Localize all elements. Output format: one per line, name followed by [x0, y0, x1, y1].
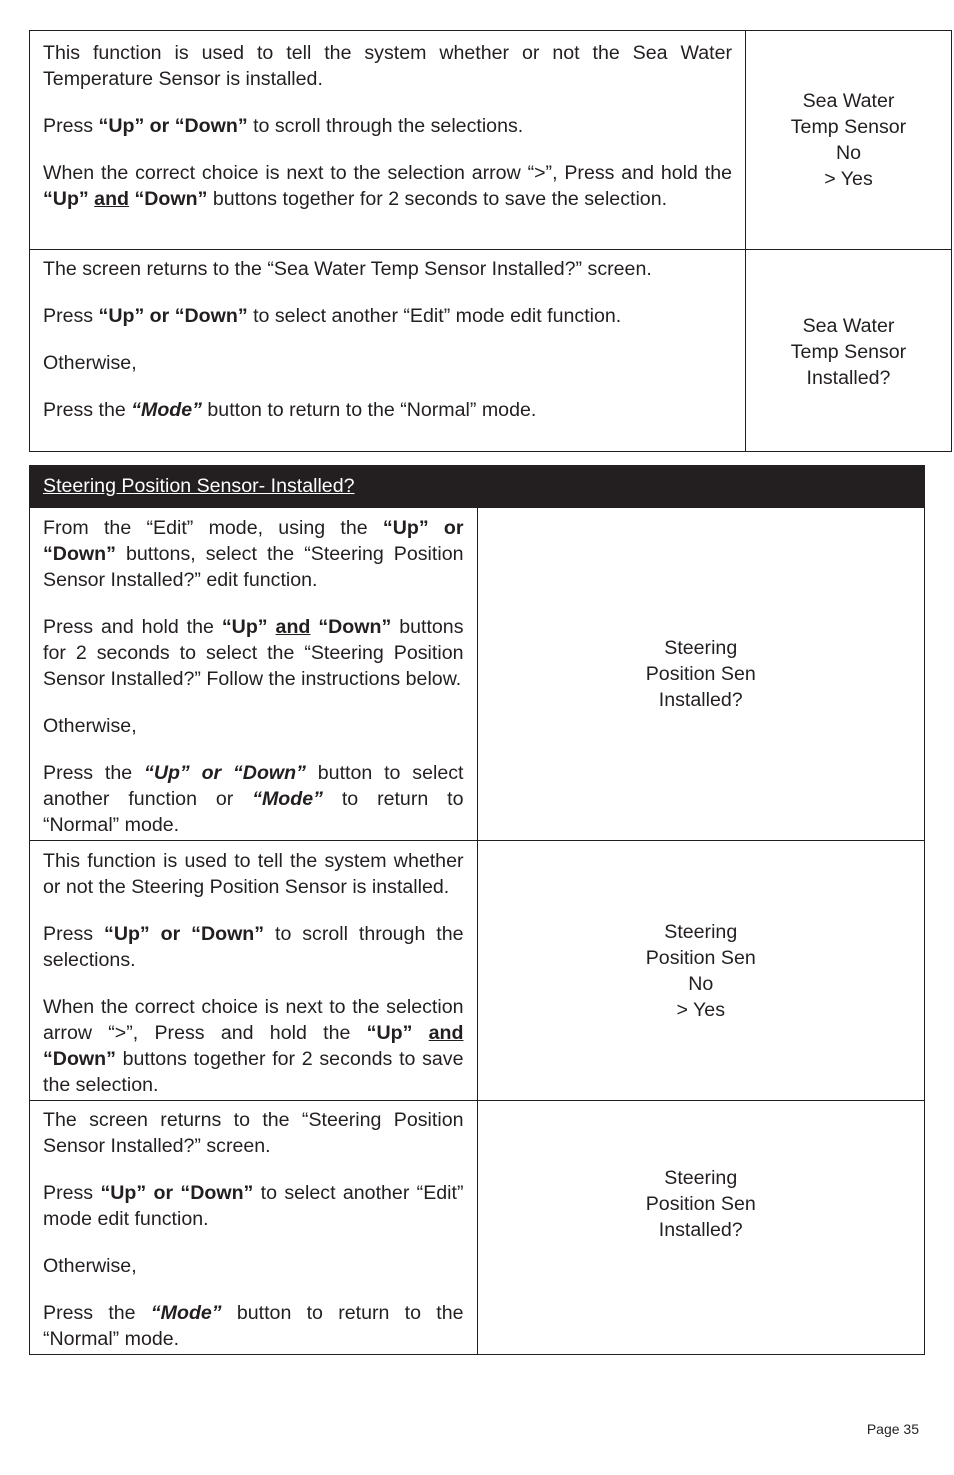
paragraph: Press the “Mode” button to return to the “Normal” mode.	[43, 1302, 464, 1350]
paragraph: Press the “Up” or “Down” button to select another function or “Mode” to return to “Normal” mode.	[43, 762, 464, 836]
display-cell	[746, 250, 952, 452]
display-line: Steering	[664, 637, 738, 659]
steering-sensor-table	[29, 465, 925, 1355]
paragraph: Otherwise,	[43, 352, 137, 374]
table-row	[30, 250, 952, 452]
display-line: Position Sen	[645, 1193, 756, 1215]
section-header	[30, 466, 925, 508]
display-line: Installed?	[806, 367, 891, 389]
display-line: Temp Sensor	[790, 116, 907, 138]
display-line: Position Sen	[645, 663, 756, 685]
display-line: Sea Water	[802, 315, 895, 337]
paragraph: This function is used to tell the system whether or not the Sea Water Temperature Sensor is installed.	[43, 42, 732, 90]
section-title: Steering Position Sensor- Installed?	[43, 475, 355, 497]
paragraph: Otherwise,	[43, 715, 137, 737]
paragraph: Press “Up” or “Down” to scroll through the selections.	[43, 923, 464, 971]
paragraph: Press “Up” or “Down” to select another “Edit” mode edit function.	[43, 1182, 464, 1230]
display-cell	[477, 841, 925, 1101]
paragraph: Press “Up” or “Down” to scroll through the selections.	[43, 115, 524, 137]
instruction-cell	[30, 250, 746, 452]
paragraph: When the correct choice is next to the selection arrow “>”, Press and hold the “Up” and “Down” buttons together for 2 seconds to save the selection.	[43, 162, 732, 210]
display-cell	[477, 1101, 925, 1355]
paragraph: Press and hold the “Up” and “Down” buttons for 2 seconds to select the “Steering Position Sensor Installed?” Follow the instructions below.	[43, 616, 464, 690]
display-cell	[477, 508, 925, 841]
table-row	[30, 841, 925, 1101]
display-line: No	[835, 142, 862, 164]
table-row	[30, 31, 952, 250]
display-line: Installed?	[658, 689, 743, 711]
paragraph: The screen returns to the “Steering Position Sensor Installed?” screen.	[43, 1109, 464, 1157]
paragraph: When the correct choice is next to the selection arrow “>”, Press and hold the “Up” and “Down” buttons together for 2 seconds to save the selection.	[43, 996, 464, 1096]
display-line: Position Sen	[645, 946, 756, 969]
display-line: No	[688, 972, 714, 995]
display-line: Temp Sensor	[790, 341, 907, 363]
page-number: Page 35	[866, 1421, 919, 1437]
paragraph: The screen returns to the “Sea Water Temp Sensor Installed?” screen.	[43, 258, 652, 280]
display-line: > Yes	[824, 168, 873, 190]
instruction-cell	[30, 508, 478, 841]
sea-water-sensor-table	[29, 30, 952, 452]
display-line: Sea Water	[802, 90, 895, 112]
display-line: Steering	[664, 920, 738, 943]
display-line: Steering	[664, 1167, 738, 1189]
display-line: Installed?	[658, 1219, 743, 1241]
paragraph: This function is used to tell the system whether or not the Steering Position Sensor is installed.	[43, 850, 464, 898]
display-cell	[746, 31, 952, 250]
paragraph: Otherwise,	[43, 1255, 137, 1277]
paragraph: Press the “Mode” button to return to the “Normal” mode.	[43, 399, 537, 421]
display-line: > Yes	[676, 998, 725, 1021]
instruction-cell	[30, 31, 746, 250]
paragraph: Press “Up” or “Down” to select another “Edit” mode edit function.	[43, 305, 622, 327]
instruction-cell	[30, 1101, 478, 1355]
paragraph: From the “Edit” mode, using the “Up” or “Down” buttons, select the “Steering Position Sensor Installed?” edit function.	[43, 517, 464, 591]
table-row	[30, 1101, 925, 1355]
instruction-cell	[30, 841, 478, 1101]
table-row	[30, 508, 925, 841]
